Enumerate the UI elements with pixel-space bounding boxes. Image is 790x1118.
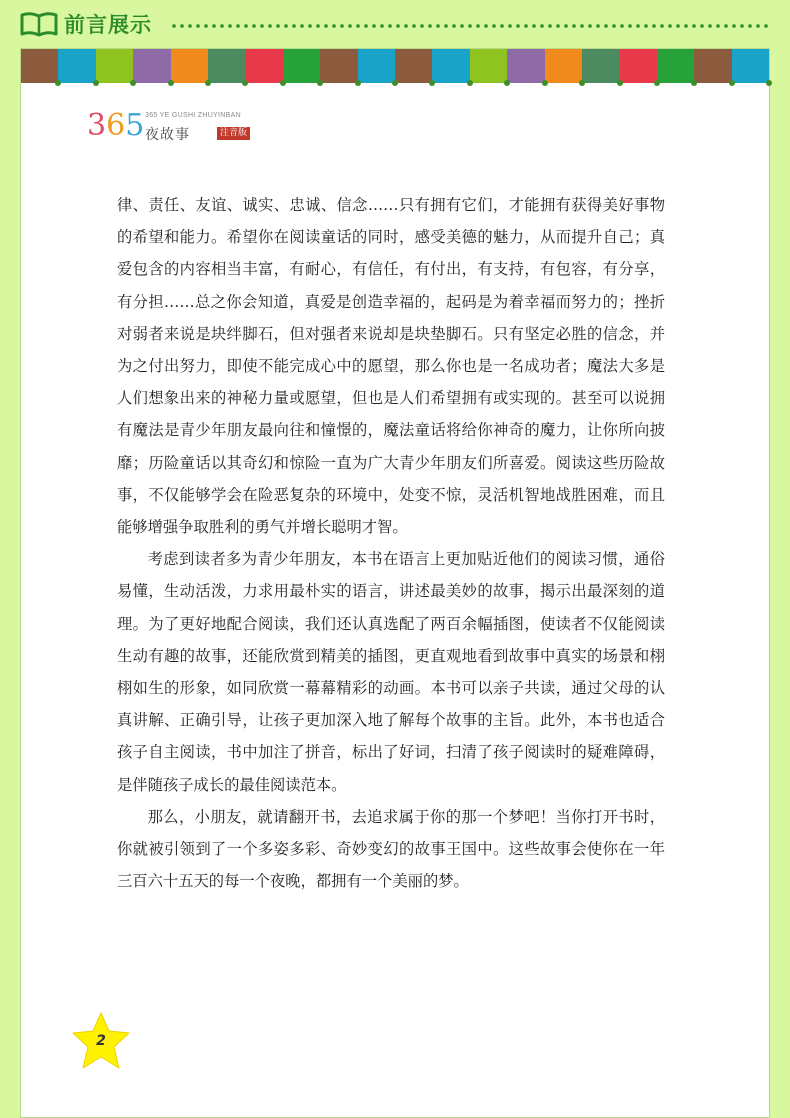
- dotted-rule: [170, 23, 770, 29]
- stripe-segment: [58, 49, 95, 83]
- page-number: 2: [96, 1033, 106, 1049]
- stripe-segment: [620, 49, 657, 83]
- stripe-segment: [395, 49, 432, 83]
- color-stripe-banner: [21, 49, 769, 83]
- stripe-segment: [470, 49, 507, 83]
- logo-number: 365: [87, 108, 145, 143]
- section-header: [20, 10, 780, 40]
- stripe-segment: [732, 49, 769, 83]
- paragraph: 考虑到读者多为青少年朋友，本书在语言上更加贴近他们的阅读习惯，通俗易懂，生动活泼，力求用最朴实的语言，讲述最美妙的故事，揭示出最深刻的道理。为了更好地配合阅读，我们还认真选配了两百余幅插图，使读者不仅能阅读生动有趣的故事，还能欣赏到精美的插图，更直观地看到故事中真实的场景和栩栩如生的形象，如同欣赏一幕幕精彩的动画。本书可以亲子共读，通过父母的认真讲解、正确引导，让孩子更加深入地了解每个故事的主旨。此外，本书也适合孩子自主阅读，书中加注了拼音，标出了好词，扫清了孩子阅读时的疑难障碍，是伴随孩子成长的最佳阅读范本。: [117, 550, 665, 794]
- stripe-segment: [320, 49, 357, 83]
- logo-title: 夜故事: [145, 127, 190, 143]
- logo-badge: 注音版: [217, 127, 250, 140]
- stripe-segment: [545, 49, 582, 83]
- stripe-segment: [358, 49, 395, 83]
- preface-body: [117, 189, 665, 897]
- stripe-segment: [171, 49, 208, 83]
- stripe-segment: [657, 49, 694, 83]
- paragraph: 那么，小朋友，就请翻开书，去追求属于你的那一个梦吧！当你打开书时，你就被引领到了一个多姿多彩、奇妙变幻的故事王国中。这些故事会使你在一年三百六十五天的每一个夜晚，都拥有一个美丽的梦。: [117, 807, 665, 891]
- series-logo: [87, 109, 287, 145]
- stripe-segment: [133, 49, 170, 83]
- open-book-icon: [20, 12, 58, 38]
- stripe-segment: [21, 49, 58, 83]
- paragraph: 律、责任、友谊、诚实、忠诚、信念……只有拥有它们，才能拥有获得美好事物的希望和能力。希望你在阅读童话的同时，感受美德的魅力，从而提升自己；真爱包含的内容相当丰富，有耐心，有信任，有付出，有支持，有包容，有分享，有分担……总之你会知道，真爱是创造幸福的，起码是为着幸福而努力的；挫折对弱者来说是块绊脚石，但对强者来说却是块垫脚石。只有坚定必胜的信念，并为之付出努力，即使不能完成心中的愿望，那么你也是一名成功者；魔法大多是人们想象出来的神秘力量或愿望，但也是人们希望拥有或实现的。甚至可以说拥有魔法是青少年朋友最向往和憧憬的，魔法童话将给你神奇的魔力，让你所向披靡；历险童话以其奇幻和惊险一直为广大青少年朋友们所喜爱。阅读这些历险故事，不仅能够学会在险恶复杂的环境中，处变不惊，灵活机智地战胜困难，而且能够增强争取胜利的勇气并增长聪明才智。: [117, 196, 665, 537]
- stripe-segment: [283, 49, 320, 83]
- logo-subtitle: 365 YE GUSHI ZHUYINBAN: [145, 112, 241, 119]
- book-page: [20, 48, 770, 1118]
- section-title: 前言展示: [64, 13, 152, 37]
- stripe-segment: [582, 49, 619, 83]
- stripe-segment: [96, 49, 133, 83]
- stripe-segment: [208, 49, 245, 83]
- stripe-segment: [432, 49, 469, 83]
- stripe-segment: [694, 49, 731, 83]
- stripe-segment: [507, 49, 544, 83]
- stripe-segment: [245, 49, 282, 83]
